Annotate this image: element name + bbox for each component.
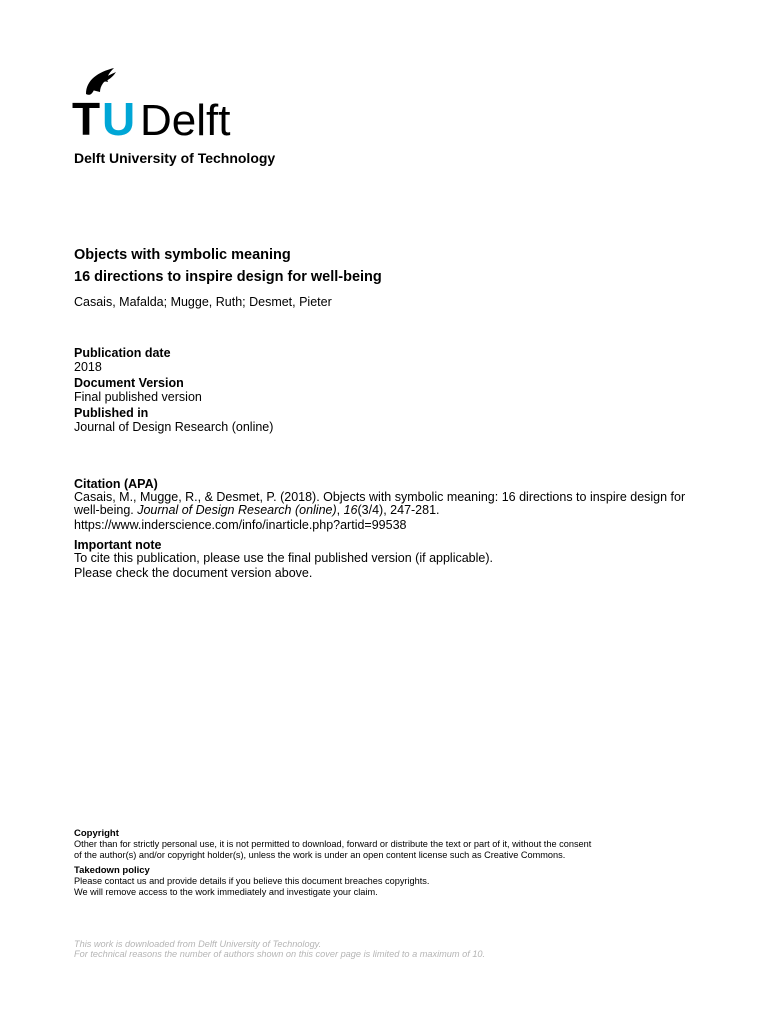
logo-letter-t: T [72,93,101,142]
footer-line2: For technical reasons the number of authors shown on this cover page is limited to a maximum of 10. [74,949,486,960]
published-in-label: Published in [74,406,149,420]
metadata-block [74,346,714,436]
takedown-block [74,866,694,897]
important-note-label: Important note [74,538,162,552]
document-version-label: Document Version [74,376,184,390]
copyright-line1: Other than for strictly personal use, it is not permitted to download, forward or distribute the text or part of it, without the consent [74,839,592,850]
takedown-line1: Please contact us and provide details if you believe this document breaches copyrights. [74,876,430,887]
important-note-line2: Please check the document version above. [74,565,313,580]
takedown-line2: We will remove access to the work immediately and investigate your claim. [74,886,378,897]
takedown-label: Takedown policy [74,865,150,876]
footer-line1: This work is downloaded from Delft University of Technology. [74,939,322,949]
document-title: Objects with symbolic meaning [74,247,291,263]
publication-date: 2018 [74,360,102,374]
citation-text [74,491,714,517]
published-in: Journal of Design Research (online) [74,420,274,434]
citation-block [74,477,714,533]
copyright-label: Copyright [74,828,119,839]
logo-word-delft: Delft [140,96,231,142]
citation-part1: Casais, M., Mugge, R., & Desmet, P. (2018). Objects with symbolic meaning: 16 directions to inspire design for well-being. [74,490,686,517]
citation-issue-pages: (3/4), 247-281. [357,502,440,517]
important-note-line1: To cite this publication, please use the final published version (if applicable). [74,551,493,565]
download-footer [74,939,694,960]
flame-icon [86,68,116,95]
copyright-block [74,829,694,860]
citation-url[interactable]: https://www.inderscience.com/info/inarticle.php?artid=99538 [74,517,407,532]
authors: Casais, Mafalda; Mugge, Ruth; Desmet, Pieter [74,295,332,309]
document-subtitle: 16 directions to inspire design for well-being [74,269,382,285]
tu-delft-logo [72,66,262,142]
citation-volume: 16 [343,502,358,517]
important-note-block [74,538,714,582]
publication-date-label: Publication date [74,346,171,360]
citation-label: Citation (APA) [74,477,158,491]
copyright-line2: of the author(s) and/or copyright holder(s), unless the work is under an open content license such as Creative Commons. [74,849,566,860]
citation-comma: , [336,502,344,517]
document-version: Final published version [74,390,202,404]
citation-journal: Journal of Design Research (online) [137,502,337,517]
logo-letter-u: U [102,93,136,142]
university-name: Delft University of Technology [74,150,276,166]
